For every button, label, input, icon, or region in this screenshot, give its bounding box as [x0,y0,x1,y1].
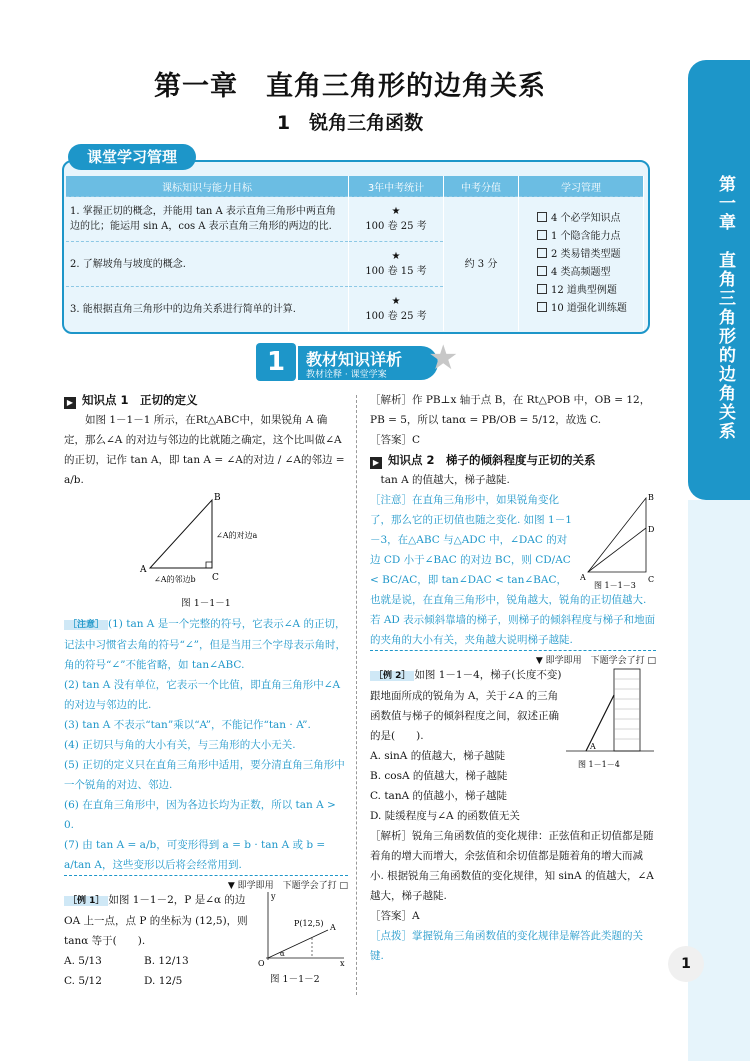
note-block [64,614,348,875]
play-icon: ▶ [370,457,382,469]
page-number: 1 [668,946,704,982]
figure-caption: 图 1－1－1 [181,598,231,609]
figure-caption: 图 1－1－2 [270,974,320,985]
practice-bar: ▼ 即学即用 下题学会了打 □ [370,650,656,665]
origin-label: O [258,959,265,968]
brick-wall [614,669,640,751]
vertex-label: B [648,493,654,502]
ex1-options [64,951,254,991]
vertex-label: C [212,573,219,583]
practice-bar: ▼ 即学即用 下题学会了打 □ [64,875,348,890]
note-item: (4) 正切只与角的大小有关，与三角形的大小无关. [64,739,296,751]
point-label: P(12,5) [294,919,324,928]
checkbox-icon[interactable] [537,266,547,276]
knowledge-point-1: ▶ 知识点 1 正切的定义 [64,390,348,410]
section-badge-number: 1 [256,343,296,381]
vertex-label: B [214,493,221,503]
decorative-star-icon: ★ [428,338,459,378]
example-2: A 图 1－1－4 ［例 2］ 如图 1－1－4，梯子(长度不变)跟地面所成的锐角为 A，关于∠A 的三角函数值与梯子的倾斜程度之间，叙述正确的是( ). A. sinA 的值越大，梯子越陡 B. cosA 的值越大，梯子越陡 C. tanA 的值越小，梯子越陡 D. 陡缓程度与∠A 的函数值无关 [370,665,656,826]
checkbox-icon[interactable] [537,248,547,258]
side-tab-text: 第一章 直角三角形的边角关系 [715,175,735,441]
table-header: 学习管理 [519,176,644,197]
option[interactable]: B. 12/13 [144,955,189,967]
play-icon: ▶ [64,397,76,409]
solution-1: ［解析］作 PB⊥x 轴于点 B，在 Rt△POB 中，OB = 12，PB = 5，所以 tanα = PB/OB = 5/12，故选 C. [370,394,651,426]
option[interactable]: B. cosA 的值越大，梯子越陡 [370,770,508,782]
checkbox-icon[interactable] [537,212,547,222]
checkbox-icon[interactable] [537,302,547,312]
note-item: (7) 由 tan A = a/b，可变形得到 a = b · tan A 或 b = a/tan A，这些变形以后将会经常用到. [64,839,326,871]
definition-paragraph: 如图 1－1－1 所示，在Rt△ABC中，如果锐角 A 确定，那么∠A 的对边与邻边的比就随之确定，这个比叫做∠A 的正切，记作 tan A，即 tan A = ∠A的对边 / ∠A的邻边 = a/b. [64,414,345,486]
note-item: (3) tan A 不表示“tan”乘以“A”，不能记作“tan · A”. [64,719,311,731]
note-item: (5) 正切的定义只在直角三角形中适用，要分清直角三角形中一个锐角的对边、邻边. [64,759,345,791]
section-badge-title: 教材知识详析 [306,350,403,369]
figure-1-1-1 [64,490,348,594]
answer-2: ［答案］A [370,910,420,922]
star-icon: ★ [391,296,401,307]
table-header: 中考分值 [444,176,519,197]
chapter-title: 第一章 直角三角形的边角关系 [154,71,546,102]
note-2-block [370,490,656,650]
triangle-figure [64,490,348,594]
goal-cell: 1. 掌握正切的概念，并能用 tan A 表示直角三角形中两直角边的比；能运用 sin A，cos A 表示直角三角形的两边的比. [66,197,349,242]
table-row [66,197,644,242]
stat-text: 100 卷 25 考 [365,221,427,232]
plan-item: 2 类易错类型题 [537,246,639,264]
option[interactable]: D. 陡缓程度与∠A 的函数值无关 [370,810,520,822]
figure-caption: 图 1－1－4 [578,760,620,769]
vertex-label: C [648,575,655,584]
note-item: ［注意］ (1) tan A 是一个完整的符号，它表示∠A 的正切，记法中习惯省去角的符号“∠”，但是当用三个字母表示角时，角的符号“∠”不能省略，如 tan∠ABC. [64,618,347,671]
score-cell: 约 3 分 [444,197,519,332]
option[interactable]: D. 12/5 [144,975,183,987]
stat-text: 100 卷 15 考 [365,266,427,277]
right-column [370,390,656,966]
star-icon: ★ [391,206,401,217]
vertex-label: A [580,573,586,582]
ladder-figure [564,665,656,773]
management-table [66,176,644,331]
column-divider [356,395,357,995]
stat-cell [349,197,444,242]
knowledge-point-2: ▶ 知识点 2 梯子的倾斜程度与正切的关系 [370,450,656,470]
triangle-shape [150,500,212,568]
right-angle-mark [206,562,212,568]
side-label: ∠A的邻边b [154,575,196,584]
management-label: 课堂学习管理 [68,144,196,170]
option[interactable]: A. sinA 的值越大，梯子越陡 [370,750,506,762]
vertex-label: A [140,565,147,575]
checkbox-icon[interactable] [537,230,547,240]
ray-oa [268,930,328,958]
coordinate-figure [256,890,348,968]
note-item: (2) tan A 没有单位，它表示一个比值，即直角三角形中∠A 的对边与邻边的比. [64,679,341,711]
option[interactable]: C. tanA 的值越小，梯子越陡 [370,790,507,802]
kp2-paragraph: tan A 的值越大，梯子越陡. [380,474,510,486]
section-title: 1 锐角三角函数 [276,112,424,134]
option[interactable]: A. 5/13 [64,955,102,967]
plan-item: 4 类高频题型 [537,264,639,282]
plan-item: 1 个隐含能力点 [537,228,639,246]
triangle-figure-3 [580,490,656,590]
table-header: 课标知识与能力目标 [66,176,349,197]
axis-label: y [271,892,276,901]
option[interactable]: C. 5/12 [64,975,102,987]
plan-cell [519,197,644,332]
left-column [64,390,348,991]
stat-cell [349,242,444,287]
note-2: ［注意］在直角三角形中，如果锐角变化了，那么它的正切值也随之变化. 如图 1－1－3，在△ABC 与△ADC 中，∠DAC 的对边 CD 小于∠BAC 的对边 BC，则 CD/AC < BC/AC，即 tan∠DAC < tan∠BAC，也就是说，在直角三角形中，锐角越大，锐角的正切值越大. 若 AD 表示倾斜靠墙的梯子，则梯子的倾斜程度与梯子和地面的夹角的大小有关，夹角越大说明梯子越陡. [370,494,656,646]
plan-item: 4 个必学知识点 [537,210,639,228]
solution-2: ［解析］锐角三角函数值的变化规律：正弦值和正切值都是随着角的增大而增大，余弦值和余切值都是随着角的增大而减小. 根据锐角三角函数值的变化规律，知 sinA 的值越大，∠A 越大，梯子越陡. [370,830,654,902]
note-item: (6) 在直角三角形中，因为各边长均为正数，所以 tan A > 0. [64,799,336,831]
table-header: 3年中考统计 [349,176,444,197]
stat-text: 100 卷 25 考 [365,311,427,322]
figure-caption: 图 1－1－3 [594,581,636,590]
axis-label: x [340,959,345,968]
checkbox-icon[interactable] [537,284,547,294]
point-label: A [330,923,336,932]
star-icon: ★ [391,251,401,262]
angle-label: A [590,742,596,751]
angle-label: α [280,950,285,958]
plan-item: 10 道强化训练题 [537,300,639,318]
vertex-label: D [648,525,655,534]
goal-cell: 2. 了解坡角与坡度的概念. [66,242,349,287]
section-badge-subtitle: 教材诠释 · 课堂学案 [306,370,387,380]
tip: ［点拨］掌握锐角三角函数值的变化规律是解答此类题的关键. [370,930,643,962]
answer-1: ［答案］C [370,434,421,446]
example-1: ［例 1］ 如图 1－1－2，P 是∠α 的边 OA 上一点，点 P 的坐标为 (12,5)，则 tanα 等于( ). A. 5/13 B. 12/13 C. 5/12 D. 12/5 P(12,5) O x y A α 图 1－1－2 [64,890,348,991]
stat-cell [349,287,444,332]
plan-item: 12 道典型例题 [537,282,639,300]
side-label: ∠A的对边a [216,531,258,540]
goal-cell: 3. 能根据直角三角形中的边角关系进行简单的计算. [66,287,349,332]
